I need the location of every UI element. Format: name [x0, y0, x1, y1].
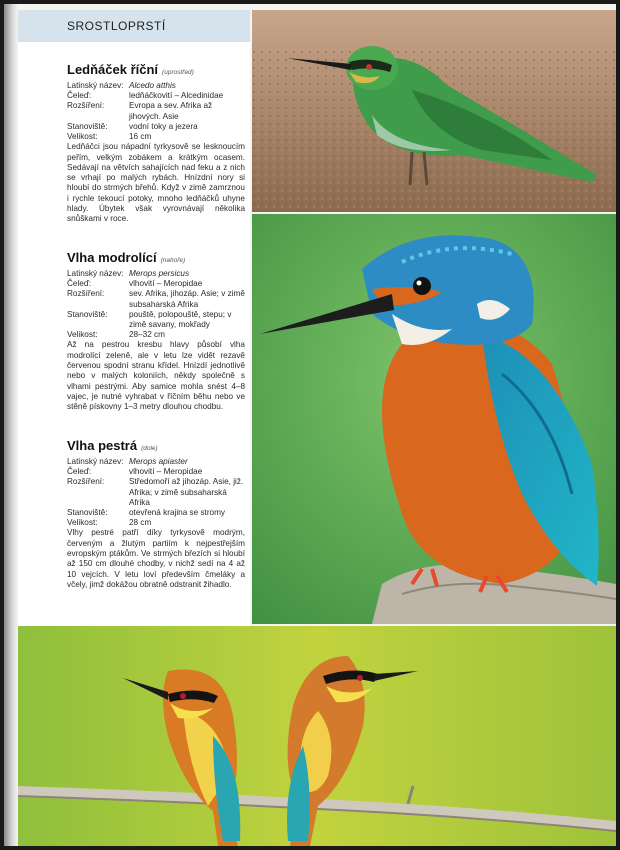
fact-value: Středomoří až jihozáp. Asie, již. Afrika; v zimě subsaharská Afrika — [129, 477, 244, 507]
fact-value: 28 cm — [129, 518, 152, 528]
fact-value: vlhovití – Meropidae — [129, 467, 203, 477]
fact-value: pouště, polopouště, stepu; v zimě savany, mokřady — [129, 309, 232, 330]
fact-label: Velikost: — [67, 132, 98, 142]
entry-description: Vlhy pestré patří díky tyrkysově modrým, červeným a žlutým partiím k nejpestřejším evropským ptákům. Ve strmých březích si hloubí až 150 cm dlouhé chodby, v nichž sedí na 4 až 10 vejcích. V letu loví především čmeláky a včely, jimž dokážou obratně odstranit žihadlo. — [67, 528, 245, 589]
position-note: (dole) — [141, 445, 158, 452]
bird-name: Vlha modrolící — [67, 250, 157, 265]
section-title: SROSTLOPRSTÍ — [18, 10, 250, 42]
facts-table — [67, 269, 245, 340]
entry-title — [67, 250, 245, 265]
position-note: (nahoře) — [160, 257, 186, 264]
fact-label: Čeleď: — [67, 91, 92, 101]
fact-value: sev. Afrika, jihozáp. Asie; v zimě subsaharská Afrika — [129, 289, 245, 309]
facts-table — [67, 457, 245, 528]
page-edge-shadow — [4, 4, 18, 846]
fact-value: 16 cm — [129, 132, 152, 142]
entry-kingfisher — [67, 62, 245, 225]
fact-value: vodní toky a jezera — [129, 121, 198, 131]
fact-label: Latinský název: — [67, 269, 124, 278]
fact-label: Stanoviště: — [67, 121, 108, 131]
fact-label: Čeleď: — [67, 279, 92, 289]
fact-value: ledňáčkovití – Alcedinidae — [129, 91, 224, 101]
fact-value: otevřená krajina se stromy — [129, 508, 226, 518]
facts-table — [67, 81, 245, 142]
bird-name: Ledňáček říční — [67, 62, 159, 77]
fact-label: Rozšíření: — [67, 101, 105, 111]
fact-value: Merops persicus — [129, 269, 190, 278]
bird-name: Vlha pestrá — [67, 438, 138, 453]
fact-label: Čeleď: — [67, 467, 92, 477]
position-note: (uprostřed) — [162, 69, 194, 76]
fact-label: Rozšíření: — [67, 477, 105, 487]
entry-european-bee-eater — [67, 438, 245, 590]
fact-label: Stanoviště: — [67, 508, 108, 518]
fact-label: Latinský název: — [67, 81, 124, 90]
entry-description: Až na pestrou kresbu hlavy působí vlha modrolící zeleně, ale v letu lze vidět rezavě červenou spodní stranu křídel. Hnízdí jednotlivě nebo v malých koloniích, někdy společně s vlhami pestrými. Aby samice mohla snést 4–8 vajec, je nutné vyhrabat v říčním běhu nebo ve stěně pískovny 1–3 metry dlouhou chodbu. — [67, 340, 245, 412]
fact-label: Stanoviště: — [67, 309, 108, 319]
photo-kingfisher — [252, 214, 616, 624]
fact-label: Latinský název: — [67, 457, 124, 466]
fact-label: Rozšíření: — [67, 289, 105, 299]
fact-value: 28–32 cm — [129, 330, 165, 340]
entry-blue-cheeked-bee-eater — [67, 250, 245, 413]
fact-value: Merops apiaster — [129, 457, 188, 466]
entry-title — [67, 438, 245, 453]
photo-bee-eater-pair — [18, 626, 616, 846]
fact-value: vlhovití – Meropidae — [129, 279, 203, 289]
fact-label: Velikost: — [67, 518, 98, 528]
fact-value: Alcedo atthis — [129, 81, 176, 90]
text-column — [18, 10, 250, 630]
book-page — [4, 4, 616, 846]
fact-value: Evropa a sev. Afrika až jihových. Asie — [129, 101, 213, 121]
photo-bee-eater-ground — [252, 10, 616, 212]
entry-description: Ledňáčci jsou nápadní tyrkysově se lesknoucím peřím, velkým zobákem a krátkým ocasem. Sedávají na větvích sahajících nad feku a z nich se vrhají po malých rybách. Hnízdní nory si hloubí do strmých břehů. Když v zimě zamrznou i rychle tekoucí potoky, mnoho ledňáčků uhyne hlady. Úbytek však vyrovnávají několika snůškami v roce. — [67, 142, 245, 224]
entry-title — [67, 62, 245, 77]
fact-label: Velikost: — [67, 330, 98, 340]
